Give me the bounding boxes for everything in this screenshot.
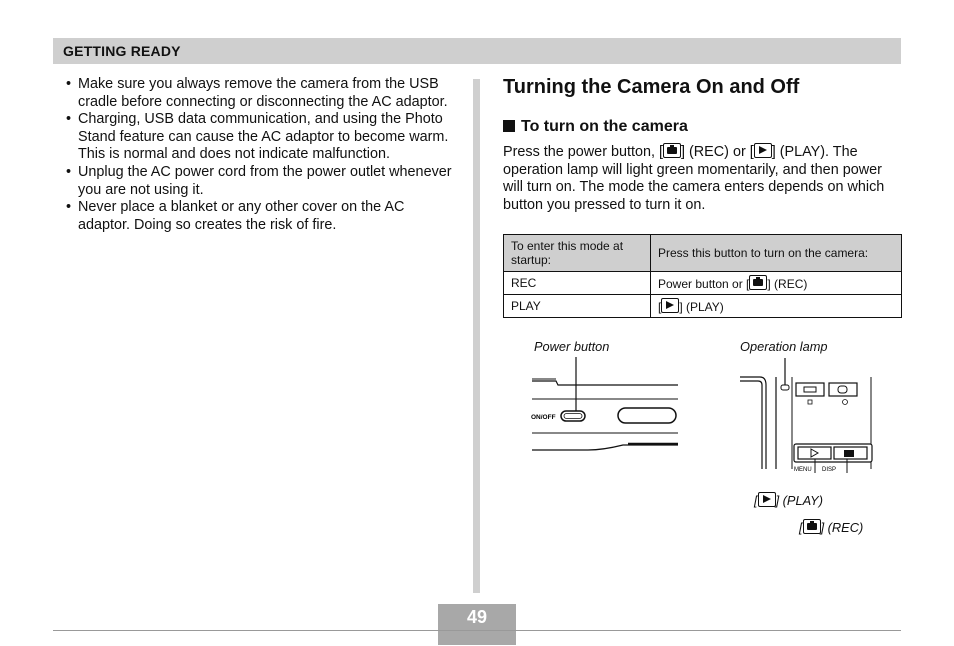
section-title: GETTING READY — [63, 43, 181, 59]
table-cell: REC — [504, 272, 651, 295]
power-button-label: Power button — [534, 339, 610, 354]
disp-text: DISP — [822, 467, 837, 473]
table-row — [504, 295, 902, 318]
rec-button-callout: [ ] (REC) — [799, 520, 864, 535]
table-header-cell: Press this button to turn on the camera: — [651, 235, 902, 272]
list-item: • Charging, USB data communication, and using the Photo Stand feature can cause the AC adaptor to become warm. This is normal and does not indicate malfunction. — [62, 111, 454, 164]
instruction-paragraph: Press the power button, [ ] (REC) or [ ] (PLAY). The operation lamp will light green momentarily, and then power will turn on. The mode the camera enters depends on which button you pressed to turn it on. — [503, 144, 885, 213]
page-title: Turning the Camera On and Off — [503, 76, 800, 98]
menu-text: MENU — [794, 467, 812, 473]
square-bullet-icon — [503, 120, 515, 132]
list-item: • Never place a blanket or any other cover on the AC adaptor. Doing so creates the risk of fire. — [62, 199, 454, 234]
camera-icon — [803, 519, 821, 534]
page-number-tab — [438, 631, 516, 645]
list-item: • Unplug the AC power cord from the power outlet whenever you are not using it. — [62, 164, 454, 199]
column-divider — [473, 79, 480, 593]
play-button-callout: [ ] (PLAY) — [754, 493, 823, 508]
play-triangle-icon — [754, 143, 772, 158]
operation-lamp-label: Operation lamp — [740, 339, 828, 354]
caution-list — [62, 76, 454, 234]
camera-top-illustration — [528, 355, 683, 465]
table-header-row — [504, 235, 902, 272]
subsection-title: To turn on the camera — [503, 118, 688, 136]
table-cell: PLAY — [504, 295, 651, 318]
on-off-text: ON/OFF — [531, 414, 556, 421]
table-cell: Power button or [ ] (REC) — [651, 272, 902, 295]
camera-icon — [749, 275, 767, 290]
startup-mode-table — [503, 234, 902, 318]
table-header-cell: To enter this mode at startup: — [504, 235, 651, 272]
page-number: 49 — [438, 604, 516, 630]
table-cell: [ ] (PLAY) — [651, 295, 902, 318]
left-column — [62, 76, 454, 234]
section-header — [53, 38, 901, 64]
table-row — [504, 272, 902, 295]
list-item: • Make sure you always remove the camera from the USB cradle before connecting or disconnecting the AC adaptor. — [62, 76, 454, 111]
play-triangle-icon — [661, 298, 679, 313]
play-triangle-icon — [758, 492, 776, 507]
camera-icon — [663, 143, 681, 158]
camera-back-illustration — [738, 355, 878, 473]
